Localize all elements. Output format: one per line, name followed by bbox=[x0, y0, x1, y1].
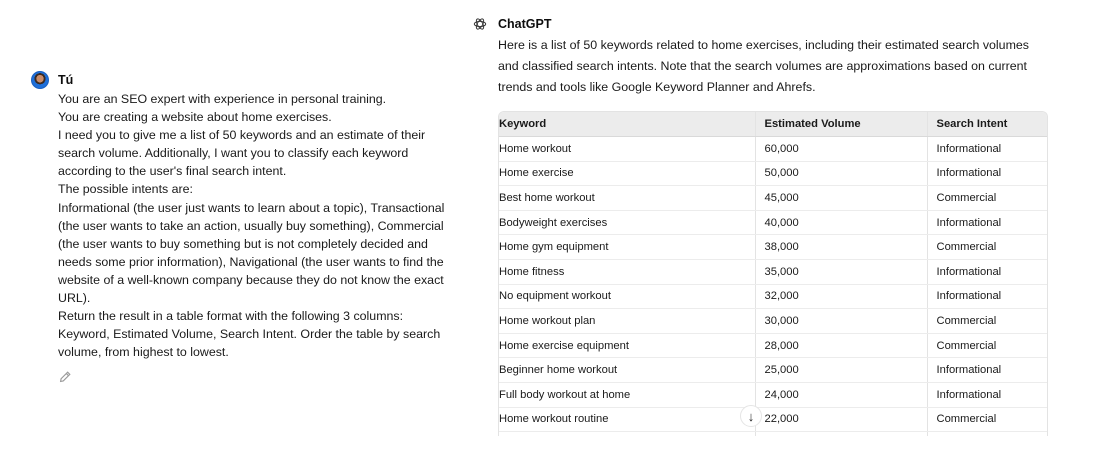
chatgpt-logo-icon bbox=[473, 17, 487, 31]
user-line: You are creating a website about home exercises. bbox=[58, 110, 332, 125]
cell-volume: 45,000 bbox=[755, 186, 927, 211]
cell-keyword: Home workout plan bbox=[499, 309, 755, 334]
table-row bbox=[499, 235, 1047, 260]
cell-keyword: Home fitness bbox=[499, 259, 755, 284]
cell-keyword: Home gym equipment bbox=[499, 235, 755, 260]
table-row bbox=[499, 284, 1047, 309]
pencil-icon[interactable] bbox=[58, 370, 74, 386]
header-keyword: Keyword bbox=[499, 112, 755, 137]
cell-intent: Commercial bbox=[927, 309, 1047, 334]
user-line: You are an SEO expert with experience in personal training. bbox=[58, 92, 387, 106]
table-row bbox=[499, 407, 1047, 432]
table-row bbox=[499, 259, 1047, 284]
cell-volume: 38,000 bbox=[755, 235, 927, 260]
user-message-text bbox=[58, 90, 451, 361]
table-row bbox=[499, 333, 1047, 358]
cell-intent bbox=[927, 432, 1047, 436]
table-row bbox=[499, 432, 1047, 436]
user-message bbox=[31, 71, 451, 386]
cell-volume bbox=[755, 432, 927, 436]
cell-intent: Commercial bbox=[927, 407, 1047, 432]
cell-intent: Informational bbox=[927, 259, 1047, 284]
assistant-message bbox=[473, 15, 1053, 98]
cell-volume: 32,000 bbox=[755, 284, 927, 309]
cell-volume: 60,000 bbox=[755, 137, 927, 162]
cell-intent: Informational bbox=[927, 210, 1047, 235]
cell-intent: Informational bbox=[927, 284, 1047, 309]
cell-keyword: Best home workout bbox=[499, 186, 755, 211]
user-line: Informational (the user just wants to learn about a topic), Transactional (the user wants to take an action, usually buy something), Commercial (the user wants to buy something but is not completely decided and needs some prior information), Navigational (the user wants to find the website of a well-known company because they do not know the exact URL). bbox=[58, 200, 445, 306]
cell-volume: 25,000 bbox=[755, 358, 927, 383]
cell-intent: Informational bbox=[927, 137, 1047, 162]
cell-keyword: Home exercise bbox=[499, 161, 755, 186]
table-row bbox=[499, 137, 1047, 162]
header-estimated-volume: Estimated Volume bbox=[755, 112, 927, 137]
header-search-intent: Search Intent bbox=[927, 112, 1047, 137]
cell-intent: Informational bbox=[927, 358, 1047, 383]
assistant-name: ChatGPT bbox=[498, 17, 552, 31]
cell-keyword: Home workout bbox=[499, 137, 755, 162]
cell-intent: Informational bbox=[927, 161, 1047, 186]
table-row bbox=[499, 382, 1047, 407]
cell-keyword bbox=[499, 432, 755, 436]
table-row bbox=[499, 309, 1047, 334]
cell-intent: Commercial bbox=[927, 235, 1047, 260]
cell-volume: 22,000 bbox=[755, 407, 927, 432]
user-line: Return the result in a table format with the following 3 columns: Keyword, Estimated Volume, Search Intent. Order the table by search volume, from highest to lowest. bbox=[58, 309, 441, 360]
assistant-intro-text: Here is a list of 50 keywords related to home exercises, including their estimated search volumes and classified search intents. Note that the search volumes are approximations based on current trends and tools like Google Keyword Planner and Ahrefs. bbox=[498, 38, 1029, 94]
scroll-to-bottom-button[interactable] bbox=[740, 405, 762, 427]
cell-volume: 24,000 bbox=[755, 382, 927, 407]
cell-intent: Commercial bbox=[927, 186, 1047, 211]
table-row bbox=[499, 186, 1047, 211]
cell-keyword: No equipment workout bbox=[499, 284, 755, 309]
table-row bbox=[499, 161, 1047, 186]
keyword-table bbox=[499, 112, 1047, 436]
cell-keyword: Home exercise equipment bbox=[499, 333, 755, 358]
cell-keyword: Full body workout at home bbox=[499, 382, 755, 407]
cell-intent: Commercial bbox=[927, 333, 1047, 358]
cell-volume: 28,000 bbox=[755, 333, 927, 358]
cell-volume: 30,000 bbox=[755, 309, 927, 334]
cell-volume: 35,000 bbox=[755, 259, 927, 284]
arrow-down-icon: ↓ bbox=[747, 408, 755, 424]
table-header-row bbox=[499, 112, 1047, 137]
table-row bbox=[499, 210, 1047, 235]
table-row bbox=[499, 358, 1047, 383]
cell-keyword: Bodyweight exercises bbox=[499, 210, 755, 235]
cell-volume: 40,000 bbox=[755, 210, 927, 235]
user-avatar bbox=[31, 71, 49, 89]
cell-intent: Informational bbox=[927, 382, 1047, 407]
cell-keyword: Beginner home workout bbox=[499, 358, 755, 383]
user-line: The possible intents are: bbox=[58, 182, 193, 197]
user-name: Tú bbox=[58, 73, 74, 87]
cell-volume: 50,000 bbox=[755, 161, 927, 186]
cell-keyword: Home workout routine bbox=[499, 407, 755, 432]
user-line: I need you to give me a list of 50 keywords and an estimate of their search volume. Additionally, I want you to classify each keyword according to the user's final search intent. bbox=[58, 128, 426, 179]
keyword-table-container[interactable] bbox=[498, 111, 1048, 436]
